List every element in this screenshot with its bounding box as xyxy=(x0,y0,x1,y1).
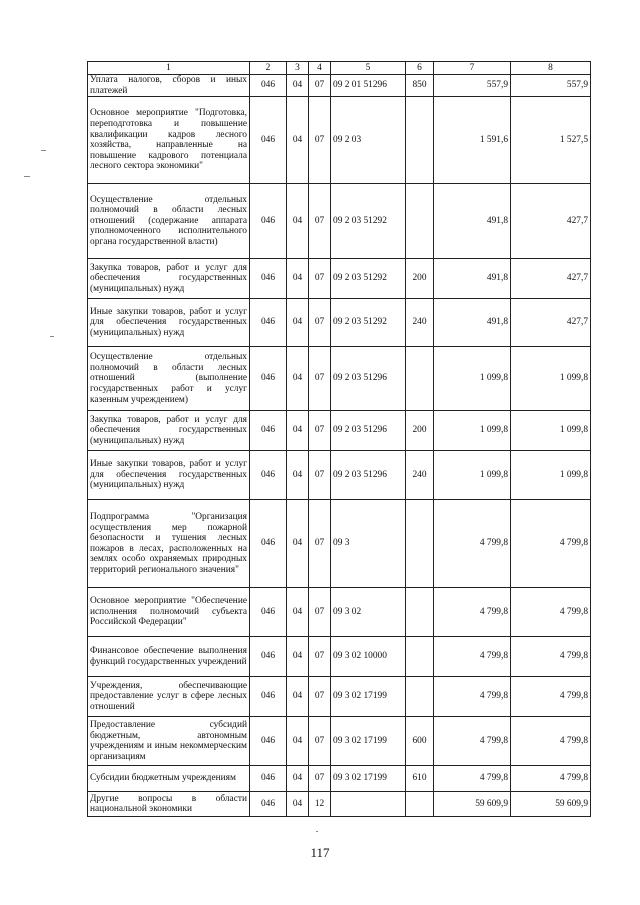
table-row xyxy=(88,347,591,411)
table-row xyxy=(88,97,591,184)
target-article-code: 09 3 xyxy=(331,500,406,588)
target-article-code: 09 2 01 51296 xyxy=(331,75,406,97)
column-header: 8 xyxy=(511,62,591,75)
ministry-code: 046 xyxy=(250,347,287,411)
amount-fact: 4 799,8 xyxy=(511,766,591,792)
expense-type-code xyxy=(406,184,434,259)
table-row xyxy=(88,75,591,97)
expense-type-code: 610 xyxy=(406,766,434,792)
subsection-code: 07 xyxy=(309,97,331,184)
table-row xyxy=(88,717,591,766)
ministry-code: 046 xyxy=(250,97,287,184)
column-header: 1 xyxy=(88,62,250,75)
amount-plan: 1 099,8 xyxy=(434,451,511,500)
subsection-code: 07 xyxy=(309,184,331,259)
row-name: Закупка товаров, работ и услуг для обеспечения государственных (муниципальных) нужд xyxy=(88,259,250,299)
column-header: 3 xyxy=(287,62,309,75)
budget-table xyxy=(87,61,591,817)
column-header: 4 xyxy=(309,62,331,75)
table-row xyxy=(88,500,591,588)
amount-fact: 427,7 xyxy=(511,299,591,347)
target-article-code: 09 2 03 xyxy=(331,97,406,184)
ministry-code: 046 xyxy=(250,637,287,677)
table-row xyxy=(88,588,591,637)
amount-plan: 4 799,8 xyxy=(434,677,511,717)
subsection-code: 07 xyxy=(309,500,331,588)
amount-plan: 491,8 xyxy=(434,184,511,259)
expense-type-code xyxy=(406,347,434,411)
row-name: Иные закупки товаров, работ и услуг для обеспечения государственных (муниципальных) нужд xyxy=(88,299,250,347)
subsection-code: 07 xyxy=(309,75,331,97)
amount-plan: 59 609,9 xyxy=(434,792,511,817)
target-article-code: 09 3 02 17199 xyxy=(331,677,406,717)
section-code: 04 xyxy=(287,75,309,97)
scan-speck xyxy=(24,176,30,177)
subsection-code: 07 xyxy=(309,766,331,792)
amount-plan: 4 799,8 xyxy=(434,588,511,637)
table-row xyxy=(88,637,591,677)
target-article-code: 09 3 02 xyxy=(331,588,406,637)
column-header: 7 xyxy=(434,62,511,75)
expense-type-code xyxy=(406,677,434,717)
ministry-code: 046 xyxy=(250,792,287,817)
subsection-code: 07 xyxy=(309,588,331,637)
amount-plan: 491,8 xyxy=(434,299,511,347)
amount-plan: 557,9 xyxy=(434,75,511,97)
expense-type-code: 200 xyxy=(406,411,434,451)
section-code: 04 xyxy=(287,411,309,451)
amount-fact: 4 799,8 xyxy=(511,588,591,637)
amount-plan: 4 799,8 xyxy=(434,637,511,677)
row-name: Уплата налогов, сборов и иных платежей xyxy=(88,75,250,97)
row-name: Иные закупки товаров, работ и услуг для обеспечения государственных (муниципальных) нужд xyxy=(88,451,250,500)
target-article-code: 09 2 03 51296 xyxy=(331,411,406,451)
section-code: 04 xyxy=(287,347,309,411)
target-article-code: 09 3 02 17199 xyxy=(331,766,406,792)
amount-fact: 1 527,5 xyxy=(511,97,591,184)
column-header: 6 xyxy=(406,62,434,75)
section-code: 04 xyxy=(287,766,309,792)
amount-plan: 4 799,8 xyxy=(434,766,511,792)
target-article-code: 09 2 03 51292 xyxy=(331,299,406,347)
amount-fact: 1 099,8 xyxy=(511,411,591,451)
table-row xyxy=(88,792,591,817)
expense-type-code xyxy=(406,637,434,677)
row-name: Учреждения, обеспечивающие предоставление услуг в сфере лесных отношений xyxy=(88,677,250,717)
table-row xyxy=(88,451,591,500)
subsection-code: 07 xyxy=(309,411,331,451)
scan-speck xyxy=(50,336,54,337)
amount-fact: 59 609,9 xyxy=(511,792,591,817)
table-row xyxy=(88,184,591,259)
table-row xyxy=(88,411,591,451)
section-code: 04 xyxy=(287,677,309,717)
section-code: 04 xyxy=(287,500,309,588)
section-code: 04 xyxy=(287,184,309,259)
table-row xyxy=(88,299,591,347)
target-article-code: 09 2 03 51292 xyxy=(331,259,406,299)
expense-type-code: 850 xyxy=(406,75,434,97)
amount-plan: 491,8 xyxy=(434,259,511,299)
page-number: 117 xyxy=(310,845,330,860)
column-header: 5 xyxy=(331,62,406,75)
row-name: Подпрограмма "Организация осуществления мер пожарной безопасности и тушения лесных пожаров в лесах, расположенных на землях особо охраняемых природных территорий регионального значения" xyxy=(88,500,250,588)
table-row xyxy=(88,766,591,792)
amount-fact: 1 099,8 xyxy=(511,451,591,500)
expense-type-code: 240 xyxy=(406,451,434,500)
amount-fact: 4 799,8 xyxy=(511,677,591,717)
header-row xyxy=(88,62,591,75)
amount-plan: 1 099,8 xyxy=(434,347,511,411)
amount-fact: 4 799,8 xyxy=(511,637,591,677)
row-name: Другие вопросы в области национальной экономики xyxy=(88,792,250,817)
amount-plan: 4 799,8 xyxy=(434,500,511,588)
amount-fact: 557,9 xyxy=(511,75,591,97)
target-article-code: 09 3 02 17199 xyxy=(331,717,406,766)
amount-plan: 1 591,6 xyxy=(434,97,511,184)
subsection-code: 07 xyxy=(309,347,331,411)
expense-type-code xyxy=(406,97,434,184)
subsection-code: 07 xyxy=(309,259,331,299)
ministry-code: 046 xyxy=(250,451,287,500)
subsection-code: 12 xyxy=(309,792,331,817)
subsection-code: 07 xyxy=(309,717,331,766)
row-name: Предоставление субсидий бюджетным, автономным учреждениям и иным некоммерческим организациям xyxy=(88,717,250,766)
section-code: 04 xyxy=(287,451,309,500)
ministry-code: 046 xyxy=(250,184,287,259)
ministry-code: 046 xyxy=(250,588,287,637)
section-code: 04 xyxy=(287,717,309,766)
target-article-code: 09 2 03 51296 xyxy=(331,347,406,411)
amount-plan: 4 799,8 xyxy=(434,717,511,766)
scan-speck xyxy=(41,150,46,151)
ministry-code: 046 xyxy=(250,677,287,717)
section-code: 04 xyxy=(287,259,309,299)
target-article-code: 09 2 03 51296 xyxy=(331,451,406,500)
row-name: Основное мероприятие "Подготовка, переподготовка и повышение квалификации кадров лесного хозяйства, направленные на повышение кадрового потенциала лесного сектора экономики" xyxy=(88,97,250,184)
row-name: Осуществление отдельных полномочий в области лесных отношений (содержание аппарата уполномоченного исполнительного органа государственной власти) xyxy=(88,184,250,259)
ministry-code: 046 xyxy=(250,259,287,299)
amount-fact: 1 099,8 xyxy=(511,347,591,411)
ministry-code: 046 xyxy=(250,766,287,792)
amount-plan: 1 099,8 xyxy=(434,411,511,451)
ministry-code: 046 xyxy=(250,717,287,766)
section-code: 04 xyxy=(287,299,309,347)
row-name: Финансовое обеспечение выполнения функций государственных учреждений xyxy=(88,637,250,677)
expense-type-code xyxy=(406,500,434,588)
expense-type-code xyxy=(406,792,434,817)
section-code: 04 xyxy=(287,792,309,817)
ministry-code: 046 xyxy=(250,75,287,97)
amount-fact: 4 799,8 xyxy=(511,500,591,588)
expense-type-code: 200 xyxy=(406,259,434,299)
table-row xyxy=(88,677,591,717)
target-article-code xyxy=(331,792,406,817)
section-code: 04 xyxy=(287,637,309,677)
expense-type-code: 240 xyxy=(406,299,434,347)
amount-fact: 427,7 xyxy=(511,259,591,299)
target-article-code: 09 2 03 51292 xyxy=(331,184,406,259)
amount-fact: 427,7 xyxy=(511,184,591,259)
section-code: 04 xyxy=(287,588,309,637)
row-name: Субсидии бюджетным учреждениям xyxy=(88,766,250,792)
subsection-code: 07 xyxy=(309,299,331,347)
amount-fact: 4 799,8 xyxy=(511,717,591,766)
row-name: Осуществление отдельных полномочий в области лесных отношений (выполнение государственных работ и услуг казенным учреждением) xyxy=(88,347,250,411)
column-header: 2 xyxy=(250,62,287,75)
subsection-code: 07 xyxy=(309,451,331,500)
ministry-code: 046 xyxy=(250,411,287,451)
expense-type-code xyxy=(406,588,434,637)
scan-speck xyxy=(316,831,318,832)
subsection-code: 07 xyxy=(309,637,331,677)
subsection-code: 07 xyxy=(309,677,331,717)
target-article-code: 09 3 02 10000 xyxy=(331,637,406,677)
row-name: Закупка товаров, работ и услуг для обеспечения государственных (муниципальных) нужд xyxy=(88,411,250,451)
expense-type-code: 600 xyxy=(406,717,434,766)
row-name: Основное мероприятие "Обеспечение исполнения полномочий субъекта Российской Федерации" xyxy=(88,588,250,637)
table-row xyxy=(88,259,591,299)
ministry-code: 046 xyxy=(250,500,287,588)
section-code: 04 xyxy=(287,97,309,184)
ministry-code: 046 xyxy=(250,299,287,347)
